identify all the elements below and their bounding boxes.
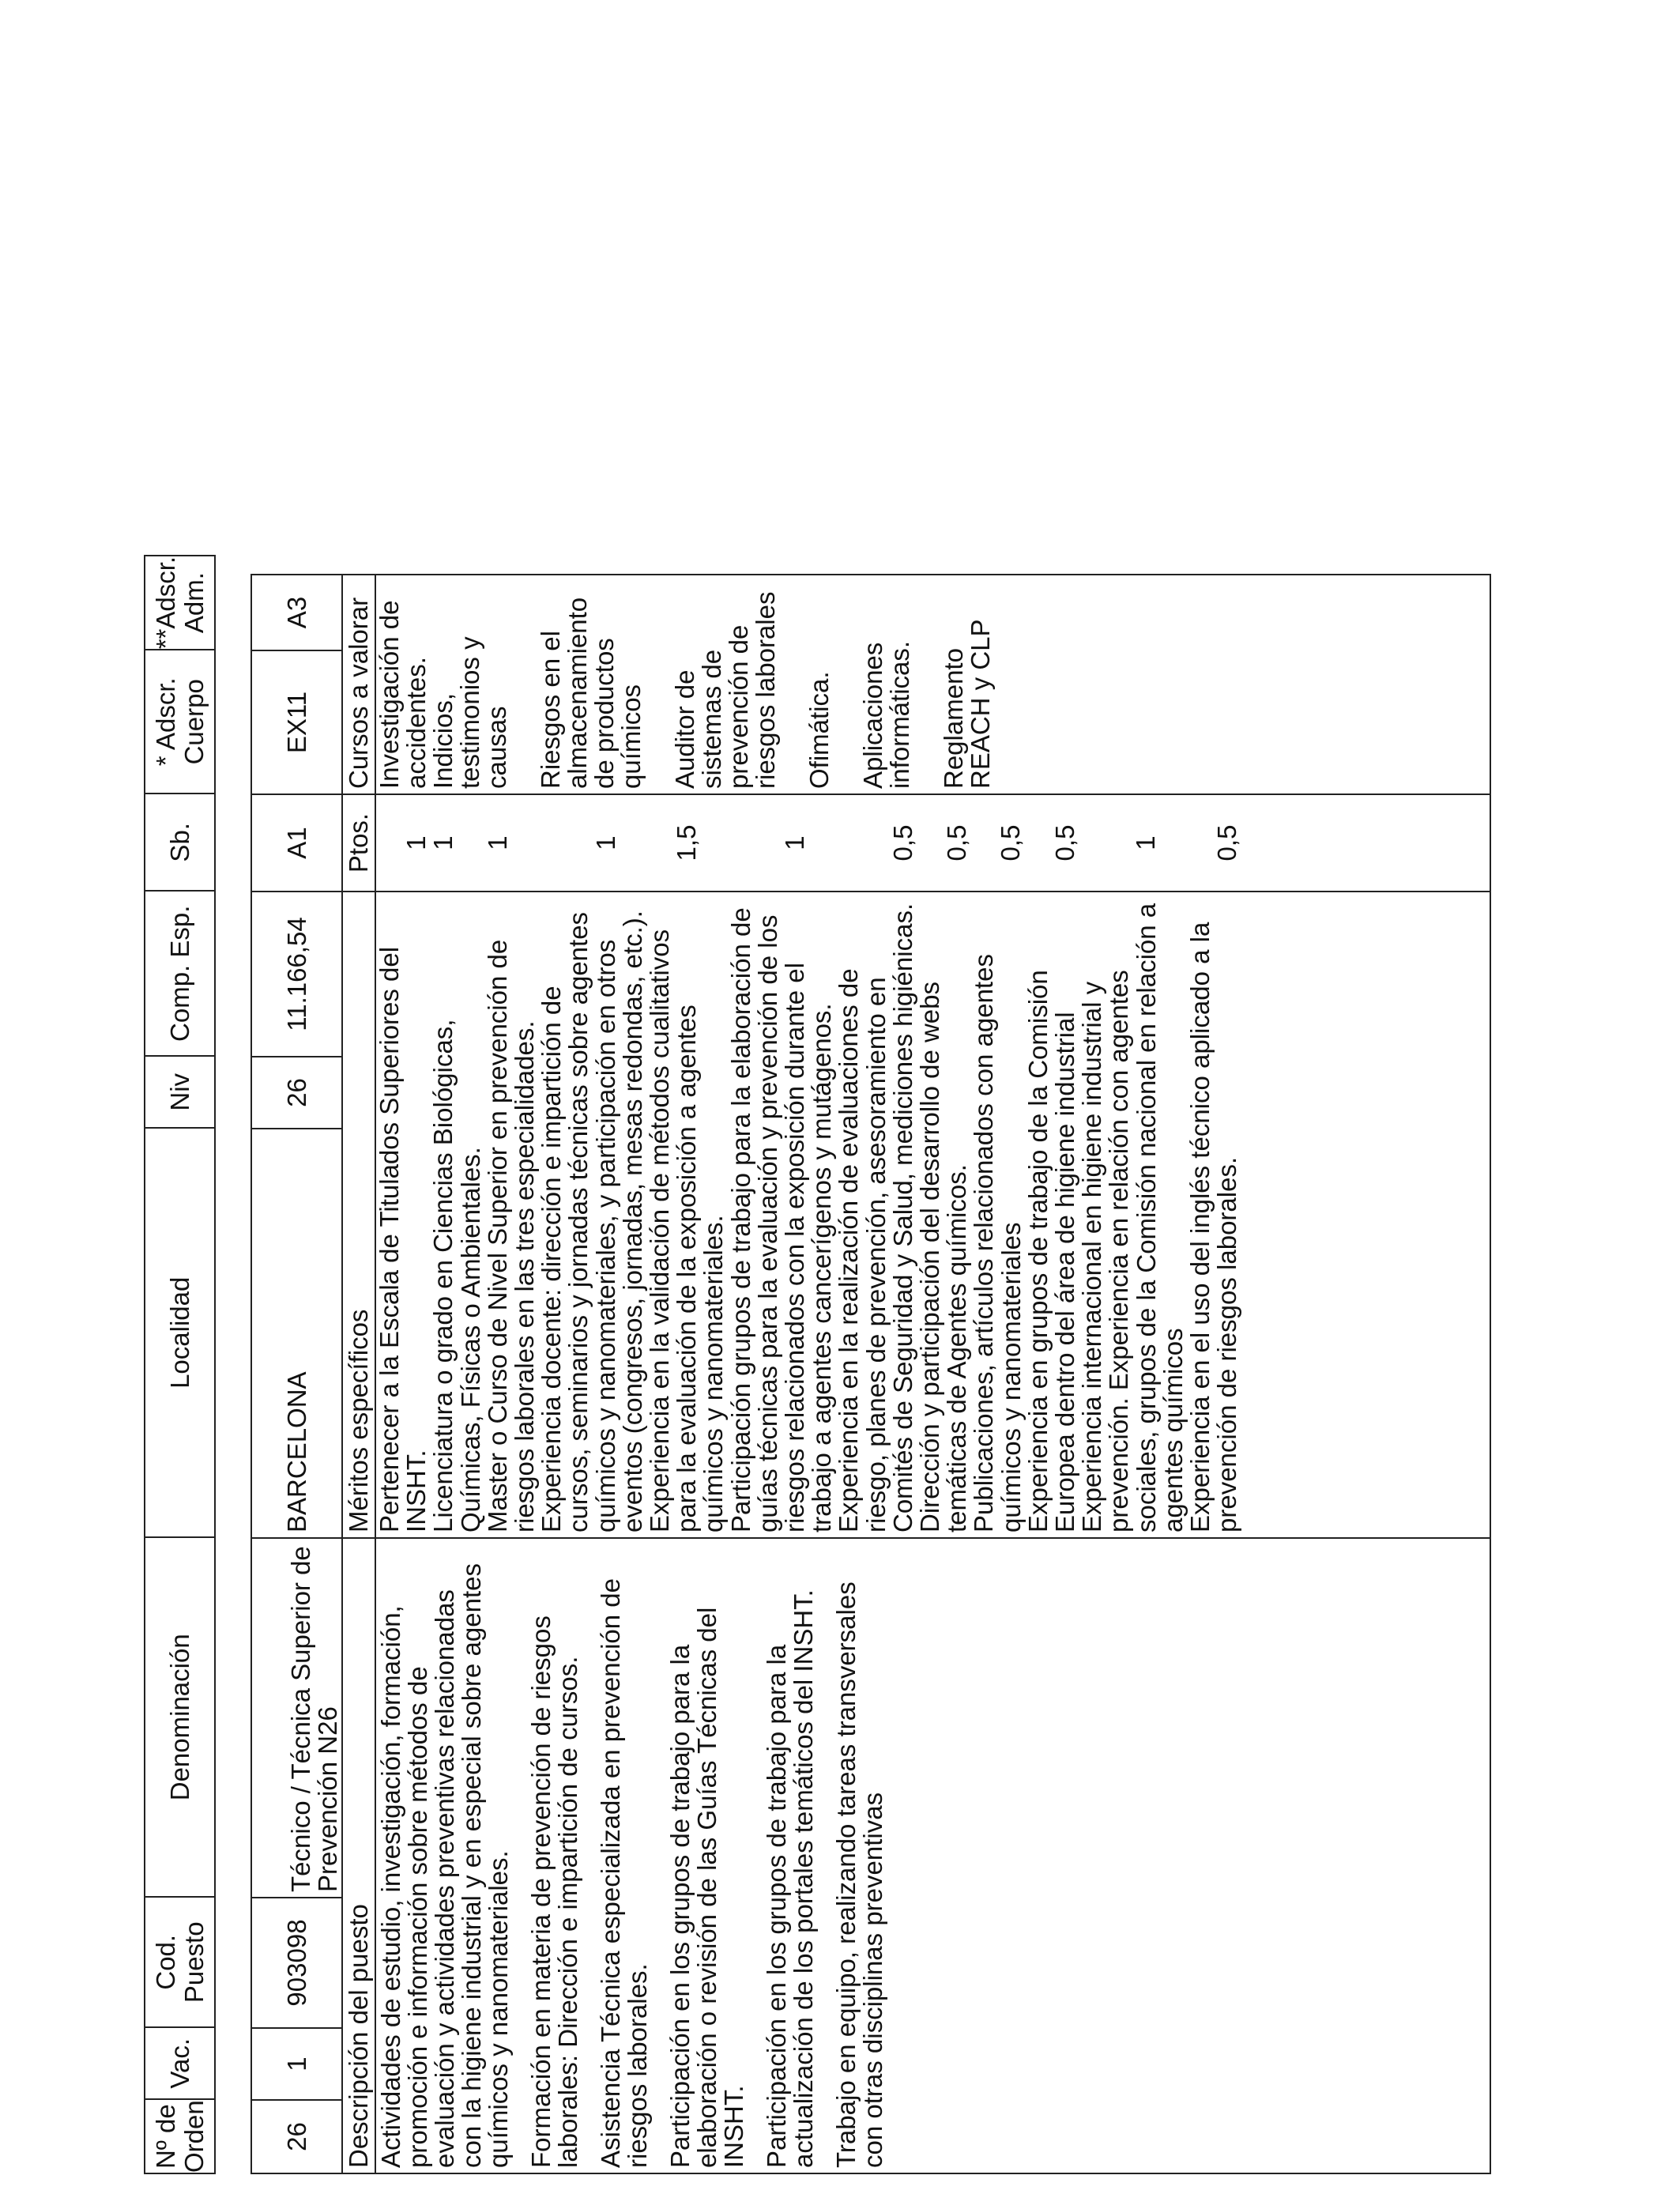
merito-points: 0,5 (1211, 824, 1241, 861)
points-spacer (376, 795, 403, 891)
merito-item: Experiencia internacional en higiene industrial y prevención. Experiencia en relación con agentes sociales, grupos de la Comisión nacional en relación a agentes químicos (1077, 903, 1188, 1532)
curso-item: Reglamento REACH y CLP (939, 619, 995, 789)
cell-adscr-cuerpo: EX11 (251, 650, 342, 794)
merito-item: Experiencia en grupos de trabajo de la Comisión Europea dentro del área de higiene industrial (1023, 970, 1080, 1532)
merito-points: 0,5 (941, 824, 971, 861)
points-spacer (511, 795, 538, 891)
points-spacer (835, 795, 862, 891)
points-spacer (755, 795, 782, 891)
points-spacer (970, 795, 997, 891)
cell-adscr-adm: A3 (251, 575, 342, 650)
label-descripcion: Descripción del puesto (342, 1538, 375, 2173)
points-spacer (1187, 795, 1214, 891)
cell-vac: 1 (251, 2028, 342, 2100)
cell-orden: 26 (251, 2100, 342, 2173)
descripcion-item: Actividades de estudio, investigación, formación, promoción e información sobre métodos de evaluación y actividades preventivas relacionadas con la higiene industrial y en especial sobre agentes químicos y nanomateriales. (376, 1563, 513, 2168)
details-row (375, 575, 1490, 2173)
header-sb: Sb. (145, 794, 215, 891)
curso-item: Riesgos en el almacenamiento de productos químicos (536, 597, 646, 789)
merito-item: Experiencia en la realización de evaluaciones de riesgo, planes de prevención, asesoramiento en Comités de Seguridad y Salud, mediciones higiénicas. (834, 903, 917, 1532)
descripcion-cell (375, 1538, 1490, 2173)
points-spacer (727, 795, 754, 891)
points-spacer (1159, 795, 1186, 891)
header-comp-esp: Comp. Esp. (145, 891, 215, 1056)
header-localidad: Localidad (145, 1128, 215, 1537)
header-vac: Vac. (145, 2027, 215, 2099)
points-spacer (565, 795, 592, 891)
merito-points: 1,5 (672, 824, 702, 861)
points-spacer (862, 795, 889, 891)
cell-denominacion: Técnico / Técnica Superior de Prevención N26 (251, 1538, 342, 1898)
points-spacer (646, 795, 673, 891)
label-ptos: Ptos. (342, 794, 375, 892)
header-denominacion: Denominación (145, 1537, 215, 1897)
position-row (251, 575, 342, 2173)
merito-points: 1 (779, 835, 809, 850)
merito-item: Licenciatura o grado en Ciencias Biológicas, Químicas, Físicas o Ambientales. (428, 1019, 485, 1532)
merito-points: 1 (1131, 835, 1161, 850)
merito-points: 1 (482, 835, 512, 850)
merito-points: 1 (401, 835, 431, 850)
descripcion-item: Participación en los grupos de trabajo para la actualización de los portales temáticos del INSHT. (762, 1589, 818, 2168)
merito-points: 1 (590, 835, 620, 850)
position-table (250, 574, 1491, 2174)
merito-item: Dirección y participación del desarrollo de webs temáticas de Agentes químicos. (915, 981, 972, 1532)
section-labels-row (342, 575, 375, 2173)
points-spacer (700, 795, 727, 891)
header-adscr-adm: **Adscr. Adm. (145, 556, 215, 650)
cursos-cell (375, 575, 1490, 794)
merito-item: Experiencia en el uso del inglés técnico aplicado a la prevención de riesgos laborales. (1185, 922, 1242, 1532)
points-spacer (458, 795, 484, 891)
label-cursos: Cursos a valorar (342, 575, 375, 794)
merito-item: Pertenecer a la Escala de Titulados Superiores del INSHT. (375, 946, 431, 1532)
header-orden: Nº de Orden (145, 2099, 215, 2173)
merito-item: Experiencia docente: dirección e impartición de cursos, seminarios y jornadas técnicas sobre agentes químicos y nanomateriales, y participación en otros eventos (congresos, jornadas, mesas redondas, etc.). (537, 910, 647, 1532)
cell-niv: 26 (251, 1057, 342, 1129)
descripcion-item: Formación en materia de prevención de riesgos laborales: Dirección e impartición de cursos. (526, 1615, 582, 2168)
descripcion-item: Asistencia Técnica especializada en prevención de riesgos laborales. (596, 1578, 652, 2168)
descripcion-item: Trabajo en equipo, realizando tareas transversales con otras disciplinas preventivas (831, 1581, 887, 2168)
curso-item: Ofimática. (804, 671, 834, 789)
cell-localidad: BARCELONA (251, 1129, 342, 1538)
cell-comp-esp: 11.166,54 (251, 892, 342, 1057)
merito-points: 0,5 (996, 824, 1026, 861)
meritos-cell (375, 892, 1490, 1538)
curso-item: Investigación de accidentes. Indicios, testimonios y causas (375, 600, 511, 789)
points-spacer (808, 795, 835, 891)
cell-sb: A1 (251, 794, 342, 892)
cell-cod-puesto: 903098 (251, 1898, 342, 2028)
points-spacer (620, 795, 646, 891)
merito-points: 0,5 (887, 824, 917, 861)
merito-item: Publicaciones, artículos relacionados con agentes químicos y nanomateriales (969, 954, 1026, 1532)
points-spacer (1025, 795, 1052, 891)
descripcion-item: Participación en los grupos de trabajo para la elaboración o revisión de las Guías Técnicas del INSHT. (665, 1607, 748, 2168)
merito-points: 0,5 (1049, 824, 1079, 861)
header-table (144, 555, 216, 2174)
label-meritos: Méritos específicos (342, 892, 375, 1538)
points-spacer (538, 795, 565, 891)
merito-item: Experiencia en la validación de métodos cualitativos para la evaluación de la exposición a agentes químicos y nanomateriales. (645, 929, 729, 1532)
header-adscr-cuerpo: * Adscr. Cuerpo (145, 650, 215, 794)
curso-item: Auditor de sistemas de prevención de riesgos laborales (670, 591, 780, 789)
header-niv: Niv (145, 1056, 215, 1128)
curso-item: Aplicaciones informáticas. (858, 640, 914, 789)
puntos-cell (375, 794, 1490, 892)
merito-item: Participación grupos de trabajo para la elaboración de guías técnicas para la evaluación y prevención de los riesgos relacionados con la exposición durante el trabajo a agentes cancerígenos y mutágenos. (725, 907, 837, 1532)
header-cod-puesto: Cod. Puesto (145, 1897, 215, 2027)
points-spacer (917, 795, 944, 891)
merito-points: 1 (428, 835, 458, 850)
points-spacer (1079, 795, 1106, 891)
merito-item: Master o Curso de Nivel Superior en prevención de riesgos laborales en las tres especialidades. (482, 939, 540, 1532)
points-spacer (1106, 795, 1132, 891)
